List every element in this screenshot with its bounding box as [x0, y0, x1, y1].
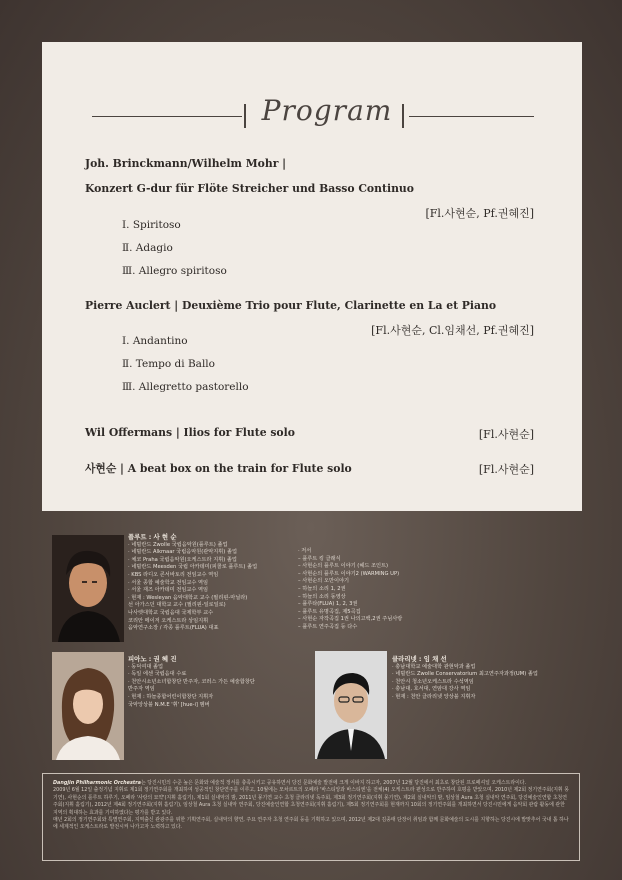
- bio-line: · KBS 라디오 콘서바토리 전임교수 역임: [128, 571, 219, 578]
- orchestra-name: Dangjin Philharmonic Orchestra: [53, 780, 141, 786]
- bio-line: 음악연구소장 / 각종 플루트(FLUA) 대표: [128, 625, 219, 632]
- right-bar: [402, 104, 404, 128]
- piece2-title: Pierre Auclert | Deuxième Trio pour Flute, Clarinette en La et Piano: [85, 299, 497, 312]
- works-line: – 사현순의 오만이야기: [298, 578, 349, 585]
- pianist-bio: [128, 656, 255, 709]
- bio-line: · 현재 : Wesleyan 음악대학교 교수 (필리핀-마닐라): [128, 594, 248, 601]
- bio-line: · 동덕여대 졸업: [128, 663, 164, 670]
- piece3-performers: [Fl.사현순]: [478, 428, 534, 441]
- piece1-movement-1: Ⅰ. Spiritoso: [122, 219, 181, 231]
- flutist-photo: [52, 535, 124, 642]
- works-line: – 플루트 킹 클래식: [298, 555, 341, 562]
- clarinetist-bio: [392, 656, 538, 702]
- piece2-performers: [Fl.사현순, Cl.임채선, Pf.권혜진]: [371, 324, 534, 337]
- program-title-row: [92, 94, 534, 138]
- piece2-movement-3: Ⅲ. Allegretto pastorello: [122, 381, 249, 393]
- bio-line: · 네덜란드 Meesden 국립 아카데미(피콜로 플루트) 졸업: [128, 564, 258, 571]
- bio-line: · 독일 에센 국립음대 수료: [128, 671, 187, 678]
- works-heading: · 저서: [298, 548, 312, 554]
- bio-line: · 천안시소년소녀합창단 반주자, 코러스 가든 예술합창단: [128, 678, 255, 685]
- bio-line: · 충남대학교 예술대학 관현악과 졸업: [392, 663, 476, 670]
- bio-line: · 체코 Praha 국립음악원(오케스트라 지휘) 졸업: [128, 556, 237, 563]
- intro-paragraph-3: 매년 2회의 정기연주회와 특별연주회, 지역출신 관광주를 위한 기획연주회, 실내악의 향연, 주요 연주자 초청 연주회 등을 기획하고 있으며, 2012년 제2대 김종태 단장이 취임과 함께 문화예술의 도시를 지향하는 당진시에 발맞추어 국내 톱 하나에 세계적인 오케스트라로 발전시켜 나가고자 노력하고 있다.: [53, 817, 569, 831]
- piece1-movement-3: Ⅲ. Allegro spiritoso: [122, 265, 227, 277]
- intro-paragraph-2: 2009년 6월 12일 출정기념 지휘로 제1회 정기연주회를 개최하여 성공적인 창단연주를 이루고, 10월에는 모차르트의 오페라 '바스티앙과 바스티엔'을 전체(4) 오케스트라 편성으로 반주하여 호평을 받았으며, 2010년 제2회 정기연주회(지휘 몽기연), 사현순의 플루트 하루기, 오페라 '사랑의 묘약'(지휘 홀림기), 제1회 실내악의 밤, 2011년 몽기연 교수 초청 클라리넷 독주회, 제3회 정기연주회(지휘 몽기연), 제2회 실내악의 밤, 임상철 Aura 초청 실내악 연주회, 당진예술인연합 초청연주회(지휘 홀림기), 2012년 제4회 정기연주회(지휘 홀림기), 임상철 Aura 초청 실내악 연주회, 당진예술인연합 초청연주회(지휘 홀림기), 제5회 정기연주회를 현재까지 10회의 정기연주회를 개최하면서 당진시민에게 음악회 관람 활동에 관한지역의 획대하는 효과를 기여하였다는 평가를 받고 있다.: [53, 787, 569, 816]
- piece1-movement-2: Ⅱ. Adagio: [122, 242, 173, 254]
- bio-line: · 네덜란드 Alkmaar 국립음악원(관악지휘) 졸업: [128, 549, 237, 556]
- piece1-work: Konzert G-dur für Flöte Streicher und Basso Continuo: [85, 182, 414, 195]
- bio-line: · 네덜란드 Zwolle Conservatorium 최고연주자과정(UM) 졸업: [392, 671, 538, 678]
- bio-line: · 현재 : 천안 클라리넷 앙상블 지휘자: [392, 693, 476, 700]
- intro-line-1: 는 당진시민의 수준 높은 문화와 예술적 정서를 충족시키고 공유하면서 당진 문화예술 발전에 크게 이바지 하고자, 2007년 12월 당진에서 최초로 창단된 프로페셔널 오케스트라이다.: [140, 780, 527, 786]
- pianist-heading: 피아노 : 권 혜 진: [128, 655, 177, 663]
- bio-line: 코리안 메이저 오케스트라 상임지휘: [128, 617, 209, 624]
- piece3-title: Wil Offermans | Ilios for Flute solo: [85, 426, 295, 439]
- orchestra-intro-box: [42, 773, 580, 861]
- bio-line: · 현재 : 하늘종합어린이합창단 지휘자: [128, 693, 214, 700]
- works-line: – 사현순의 플루트 이야기 (헤드 조인트): [298, 563, 389, 570]
- piece1-performers: [Fl.사현순, Pf.권혜진]: [425, 207, 534, 220]
- works-line: – 플루트 연주곡집 등 다수: [298, 623, 358, 630]
- bio-line: 선 아가스던 대학교 교수 (필리핀-일로일로): [128, 602, 226, 609]
- bio-line: · 서울 종합 예술학교 전임교수 역임: [128, 579, 209, 586]
- bio-line: · 네덜란드 Zwolle 국립음악원(플루트) 졸업: [128, 541, 228, 548]
- piece2-movement-1: Ⅰ. Andantino: [122, 335, 188, 347]
- left-rule: [92, 116, 242, 117]
- bio-line: 나사렛대학교 국립음대 국제학부 교수: [128, 609, 214, 616]
- pianist-photo: [52, 652, 124, 760]
- right-rule: [409, 116, 534, 117]
- bio-line: 반주자 역임: [128, 686, 155, 693]
- clarinetist-photo: [315, 651, 387, 759]
- piece2-movement-2: Ⅱ. Tempo di Ballo: [122, 358, 215, 370]
- works-line: – 하늘의 소리 1, 2권: [298, 585, 346, 592]
- flutist-bio: [128, 534, 257, 633]
- left-bar: [244, 104, 246, 128]
- bio-line: · 천안시 청소년오케스트라 수석역임: [392, 678, 474, 685]
- works-line: – 사현순 자작곡집 1권 나의고백,2권 주님사랑: [298, 616, 403, 623]
- works-line: – 플루트 유명곡집, 제5곡집: [298, 608, 361, 615]
- piece1-composer: Joh. Brinckmann/Wilhelm Mohr |: [85, 157, 287, 170]
- flutist-heading: 플루트 : 사 현 순: [128, 533, 177, 541]
- bio-line: 국악앙상블 N.M.E '휘' [hue-i] 멤버: [128, 701, 210, 708]
- program-card: [42, 42, 582, 511]
- program-title: Program: [261, 94, 393, 127]
- works-line: – 사현순의 플루트 이야기2 (WARMING UP): [298, 570, 400, 577]
- piece4-performers: [Fl.사현순]: [478, 463, 534, 476]
- bio-line: · 서울 재즈 아카데미 전임교수 역임: [128, 587, 209, 594]
- works-line: – 하늘의 소리 동영상: [298, 593, 346, 600]
- piece4-title: 사현순 | A beat box on the train for Flute solo: [85, 462, 352, 475]
- bio-line: · 충남대, 호서대, 연암대 강사 역임: [392, 686, 471, 693]
- works-line: – 플루타(FLUA) 1, 2, 3권: [298, 601, 358, 608]
- flutist-works: [298, 548, 402, 632]
- clarinetist-heading: 클라리넷 : 임 채 선: [392, 655, 447, 663]
